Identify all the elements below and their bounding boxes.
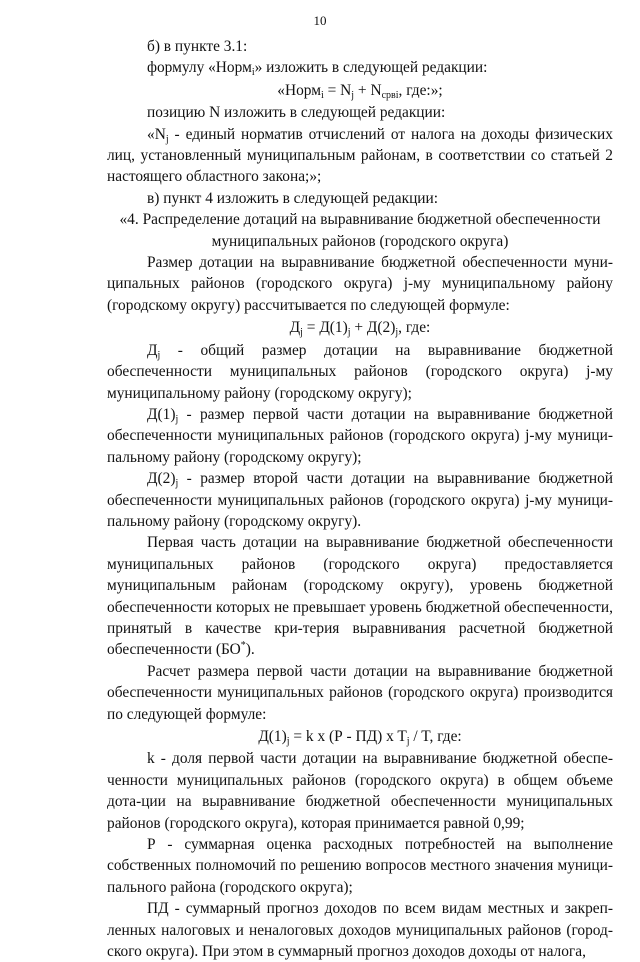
p-definition: Р - суммарная оценка расходных потребностей на выполнение собственных полномочий по решению вопросов местного значения муници-пального района (городского округа); [107,836,613,896]
dj-definition: $Д_j$ - общий размер дотации на выравнивание бюджетной обеспеченности муниципальных районов (городского округа) j-му муниципальному району (городскому округу); [107,341,613,402]
page-number: 10 [313,13,327,28]
first-part-paragraph: Первая часть дотации на выравнивание бюджетной обеспеченности муниципальных районов (городского округа) предоставляется муниципальным районам (городскому округу), уровень бюджетной обеспеченности которых не превышает уровень бюджетной обеспеченности, принятый в качестве кри-терия выравнивания расчетной бюджетной обеспеченности (БО*). [107,534,613,659]
d2j-definition: $Д(2)_j$ - размер второй части дотации на выравнивание бюджетной обеспеченности муниципальных районов (городского округа) j-му муници-пальному району (городскому округу). [107,470,613,530]
document-body [107,36,613,962]
section-heading-line-2: муниципальных районов (городского округа) [211,232,509,250]
d1j-definition: $Д(1)_j$ - размер первой части дотации на выравнивание бюджетной обеспеченности муниципальных районов (городского округа) j-му муници-пальному району (городскому округу); [107,405,613,466]
pd-definition: ПД - суммарный прогноз доходов по всем видам местных и закреп-ленных налоговых и неналоговых доходов муниципальных районов (город-ского округа). При этом в суммарный прогноз доходов доходы от налога, [107,900,613,961]
section-heading-line-1: «4. Распределение дотаций на выравнивание бюджетной обеспеченности [119,211,601,229]
calculation-paragraph: Расчет размера первой части дотации на выравнивание бюджетной обеспеченности муниципальных районов (городского округа) производится по следующей формуле: [107,662,613,723]
position-n-intro: позицию N изложить в следующей редакции: [147,104,446,122]
nj-definition: «$N_j$ - единый норматив отчислений от налога на доходы физических лиц, установленный муниципальным районам, в соответствии со статьей 2 настоящего областного закона;»; [107,125,613,186]
formula-dj: $Д_j = Д(1)_j + Д(2)_j$, где: [289,319,431,339]
k-definition: k - доля первой части дотации на выравнивание бюджетной обеспе-ченности муниципальных районов (городского округа) в общем объеме дота-ции на выравнивание бюджетной обеспеченности муниципальных районов (городского округа), которая принимается равной 0,99; [107,750,613,832]
item-b: б) в пункте 3.1: [147,38,248,55]
subsidy-size-paragraph: Размер дотации на выравнивание бюджетной обеспеченности муни-ципальных районов (городского округа) j-му муниципальному району (городскому округу) рассчитывается по следующей формуле: [107,254,613,314]
formula-intro: формулу «Норм$_i$» изложить в следующей редакции: [147,59,488,79]
formula-d1j: $Д(1)_j = k$ x (Р - ПД) x $T_j$ / T, где: [258,728,462,747]
formula-norm: «Норм$_i$ = $N_j + N_{срвi}$, где:»; [277,81,443,101]
item-v: в) пункт 4 изложить в следующей редакции: [147,189,439,207]
